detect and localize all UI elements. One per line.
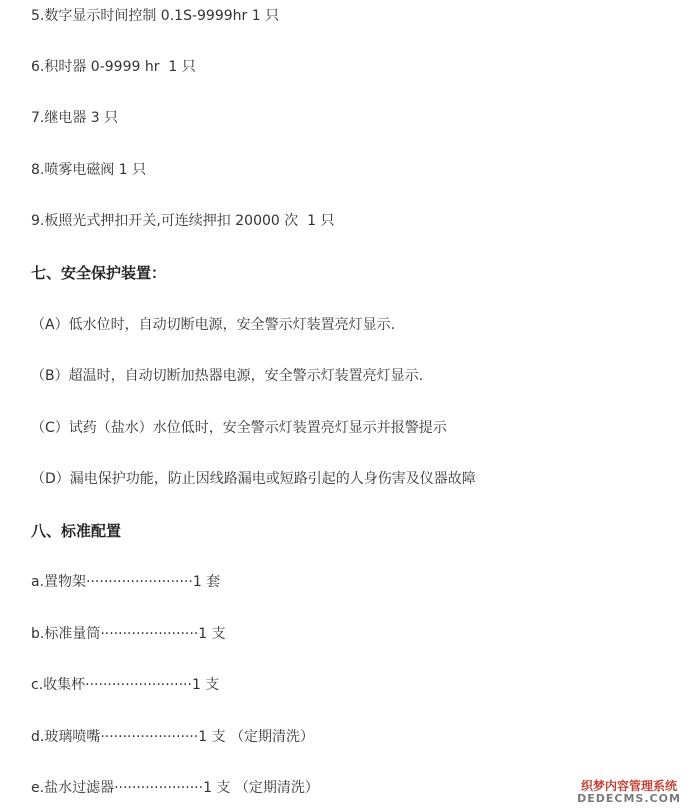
config-item-a-rack: a.置物架························1 套 [31,574,221,590]
watermark-logo [573,779,685,805]
config-section-title: 八、标准配置 [31,522,122,540]
item-5-timer-control: 5.数字显示时间控制 0.1S-9999hr 1 只 [31,8,280,24]
safety-item-b: （B）超温时，自动切断加热器电源，安全警示灯装置亮灯显示. [31,368,424,384]
watermark-line-2: DEDECMS.COM [577,792,681,805]
config-item-b-cylinder: b.标准量筒······················1 支 [31,626,226,642]
safety-item-d: （D）漏电保护功能，防止因线路漏电或短路引起的人身伤害及仪器故障 [31,471,476,487]
config-item-c-cup: c.收集杯························1 支 [31,677,220,693]
watermark-line-1: 织梦内容管理系统 [580,779,677,793]
item-8-spray-valve: 8.喷雾电磁阀 1 只 [31,162,147,178]
config-item-e-filter: e.盐水过滤器····················1 支 （定期清洗） [31,780,319,796]
safety-item-c: （C）试药（盐水）水位低时，安全警示灯装置亮灯显示并报警提示 [31,420,447,436]
config-item-d-nozzle: d.玻璃喷嘴······················1 支 （定期清洗） [31,729,315,745]
item-9-push-switch: 9.板照光式押扣开关,可连续押扣 20000 次 1 只 [31,213,335,229]
item-7-relay: 7.继电器 3 只 [31,110,119,126]
item-6-hour-meter: 6.积时器 0-9999 hr 1 只 [31,59,196,75]
safety-item-a: （A）低水位时，自动切断电源，安全警示灯装置亮灯显示. [31,317,396,333]
safety-section-title: 七、安全保护装置： [31,264,167,282]
